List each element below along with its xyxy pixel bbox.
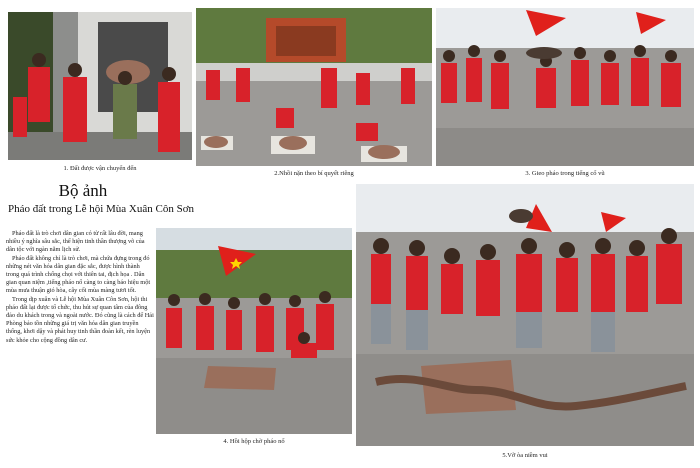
photo-throwing-cheer <box>436 8 694 166</box>
article-paragraph-2: Pháo đất không chỉ là trò chơi, mà chứa đựng trong đó những nét văn hóa dân gian đặc sắc, được hình thành trong quá trình chống chọi với thiên tai, địch họa . Dân gian quan niệm ,tiếng pháo nổ càng to càng báo hiệu một mùa mưa thuận gió hòa, cây cối mùa màng tươi tốt. <box>6 254 151 295</box>
article-paragraph-3: Trong dịp xuân và Lễ hội Mùa Xuân Côn Sơn, hội thi pháo đất lại được tổ chức, thu hút sự quan tâm của đông đảo du khách trong và ngoài nước. Đó cũng là cách để Hải Phòng bảo tồn những giá trị văn hóa dân gian truyền thống, khơi dậy và phát huy tinh thần đoàn kết, rèn luyện sức khỏe cho cộng đồng dân cư. <box>6 295 154 344</box>
photo3-caption: 3. Gieo pháo trong tiếng cổ vũ <box>525 170 605 177</box>
article-body <box>6 230 154 345</box>
page-subtitle: Pháo đất trong Lễ hội Mùa Xuân Côn Sơn <box>7 203 195 215</box>
photo5-caption: 5.Vỡ òa niềm vui <box>502 452 548 459</box>
article-paragraph-1: Pháo đất là trò chơi dân gian có từ rất lâu đời, mang nhiều ý nghĩa sâu sắc, thể hiện tinh thần thượng võ của dân tộc với ngàn năm lịch sử. <box>6 230 145 254</box>
photo2-caption: 2.Nhồi nặn theo bí quyết riêng <box>274 170 354 177</box>
photo-joy-erupts <box>356 184 694 446</box>
page-title: Bộ ảnh <box>58 181 108 200</box>
photo-clay-delivery <box>8 12 192 160</box>
photo1-caption: 1. Đất được vận chuyển đến <box>63 165 137 172</box>
photo4-caption: 4. Hồi hộp chờ pháo nổ <box>223 438 285 445</box>
photo-waiting-blast <box>156 228 352 434</box>
photo-clay-kneading <box>196 8 432 166</box>
